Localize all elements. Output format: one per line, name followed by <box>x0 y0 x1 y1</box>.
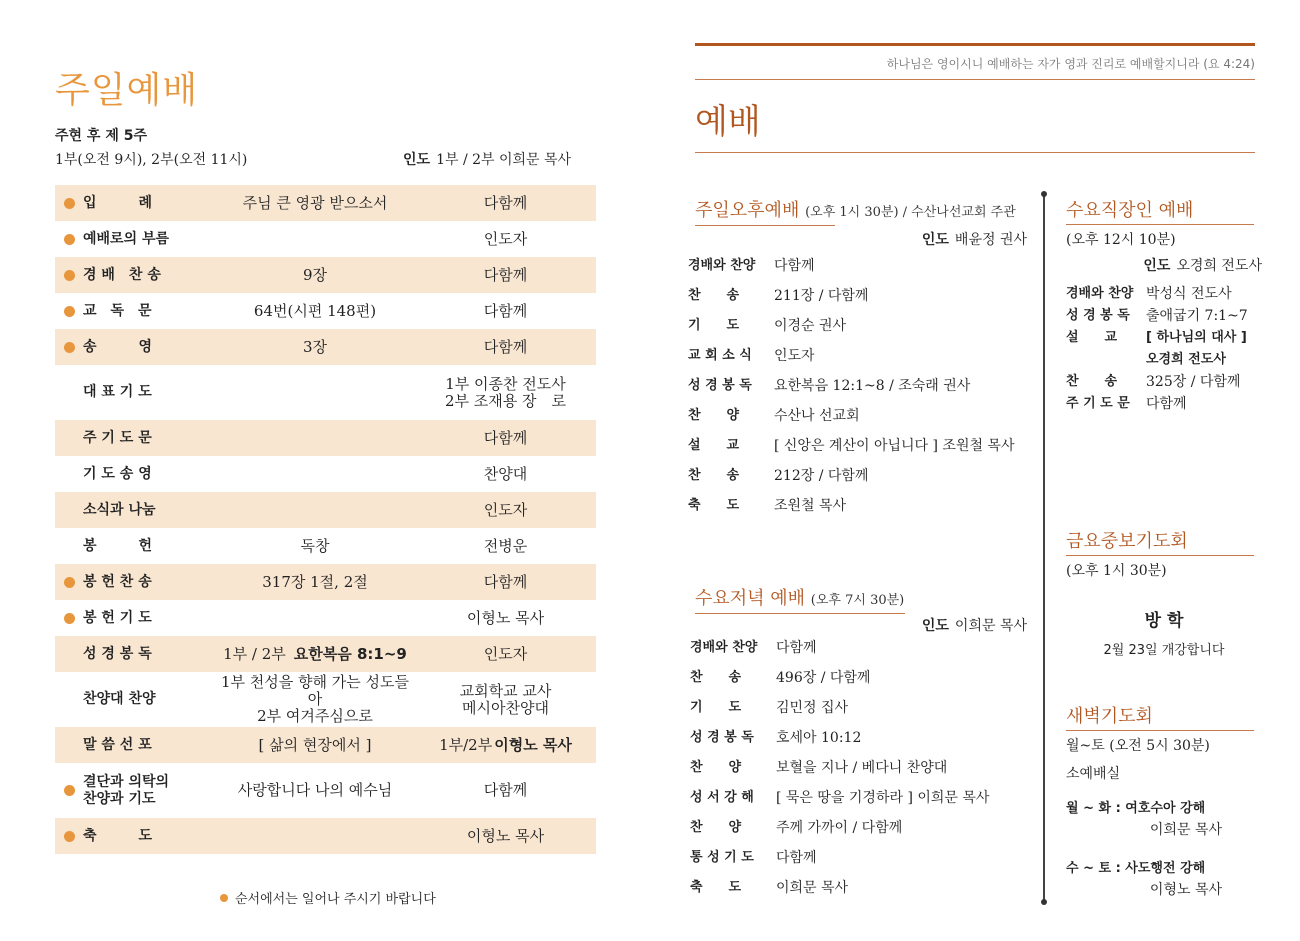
order-item-label: 찬 송 <box>690 670 742 685</box>
heading-rule <box>1066 224 1254 225</box>
order-item-value: 이경순 권사 <box>774 318 847 334</box>
content-text: [ 삶의 현장에서 ] <box>258 735 372 754</box>
sunday-afternoon-section <box>695 196 1027 249</box>
divider-dot-icon <box>1041 899 1047 905</box>
heading-rule <box>1066 730 1254 731</box>
order-item-label: 찬 양 <box>688 408 740 423</box>
order-item-content <box>215 574 415 591</box>
order-item-value: 다함께 <box>776 850 817 866</box>
wed-sat-lecture: 수 ~ 토 : 사도행전 강해 <box>1066 861 1206 876</box>
order-item-content <box>215 267 415 284</box>
order-item-person <box>415 430 596 447</box>
order-item <box>688 461 1033 491</box>
order-item-value: 496장 / 다함께 <box>776 670 871 686</box>
mon-tue-lecture: 월 ~ 화 : 여호수아 강해 <box>1066 801 1206 816</box>
order-item-person <box>415 610 596 627</box>
standing-dot-icon <box>64 831 75 842</box>
order-row <box>55 600 596 636</box>
leader-name: 배윤정 권사 <box>954 232 1027 248</box>
order-item-label: 찬 송 <box>688 468 740 483</box>
order-item <box>690 843 1035 873</box>
heading-time: (오후 12시 10분) <box>1066 232 1176 248</box>
order-item-person <box>415 782 596 799</box>
order-item <box>690 693 1035 723</box>
order-item-person <box>415 376 596 410</box>
wed-sat-speaker: 이형노 목사 <box>1149 882 1222 898</box>
section-title: 예배 <box>695 102 761 142</box>
wednesday-evening-section <box>695 584 1027 635</box>
order-item-value: 다함께 <box>1146 396 1187 412</box>
person-text: 인도자 <box>483 229 528 248</box>
order-item-value: 출애굽기 7:1~7 <box>1146 308 1248 324</box>
content-text: 주님 큰 영광 받으소서 <box>242 193 388 212</box>
order-item-person <box>415 231 596 248</box>
section-heading <box>695 584 1027 610</box>
dawn-place: 소예배실 <box>1066 766 1121 782</box>
person-text: 인도자 <box>483 500 528 519</box>
order-item-name: 봉 헌 <box>83 537 153 554</box>
order-row <box>55 727 596 763</box>
standing-dot-icon <box>64 270 75 281</box>
person-text: 찬양대 <box>483 464 528 483</box>
order-item <box>690 873 1035 903</box>
divider <box>695 79 1255 80</box>
order-item-value: 인도자 <box>774 348 815 364</box>
person-text: 1부 이종찬 전도사 2부 조재용 장 로 <box>444 374 567 410</box>
person-text: 이형노 목사 <box>466 608 545 627</box>
order-item-label: 찬 송 <box>688 288 740 303</box>
order-item-content <box>215 538 415 555</box>
heading-rule <box>695 225 835 226</box>
order-item-person <box>415 646 596 663</box>
order-item-label: 성 경 봉 독 <box>688 378 752 393</box>
order-item-label: 경배와 찬양 <box>690 640 758 655</box>
order-item-content <box>215 674 415 725</box>
wednesday-worker-order <box>1066 283 1262 415</box>
order-item <box>688 251 1033 281</box>
content-text: 1부 천성을 향해 가는 성도들아 2부 여겨주심으로 <box>220 673 409 725</box>
order-row <box>55 763 596 818</box>
leader-name: 이희문 목사 <box>954 618 1027 634</box>
order-item-value: 211장 / 다함께 <box>774 288 869 304</box>
order-item-label: 설 교 <box>1066 330 1118 345</box>
order-item-label: 교 회 소 식 <box>688 348 752 363</box>
order-item-person <box>415 574 596 591</box>
heading-time: (오후 7시 30분) <box>810 593 905 608</box>
heading-time: (오후 1시 30분) / 수산나선교회 주관 <box>805 205 1016 220</box>
order-item-name: 송 영 <box>83 338 153 355</box>
wednesday-evening-order <box>690 633 1035 903</box>
content-text: 64번(시편 148편) <box>253 301 377 320</box>
person-text: 다함께 <box>483 572 528 591</box>
top-rule <box>695 43 1255 46</box>
order-item <box>1066 327 1262 349</box>
content-text: 9장 <box>302 265 328 284</box>
sunday-afternoon-order <box>688 251 1033 521</box>
heading-rule <box>695 613 905 614</box>
order-row <box>55 420 596 456</box>
order-item-person <box>415 828 596 845</box>
heading-title: 금요중보기도회 <box>1066 531 1188 552</box>
order-item-label: 설 교 <box>688 438 740 453</box>
scripture-verse: 하나님은 영이시니 예배하는 자가 영과 진리로 예배할지니라 (요 4:24) <box>886 57 1255 71</box>
order-item-name: 봉 헌 찬 송 <box>83 573 152 590</box>
vacation-note: 2월 23일 개강합니다 <box>1103 643 1225 658</box>
order-item-value: 325장 / 다함께 <box>1146 374 1241 390</box>
order-item <box>688 281 1033 311</box>
order-row <box>55 257 596 293</box>
leader <box>695 615 1027 635</box>
order-item-label: 기 도 <box>688 318 740 333</box>
order-item <box>688 311 1033 341</box>
standing-dot-icon <box>64 234 75 245</box>
order-item-name: 소식과 나눔 <box>83 501 156 518</box>
order-item-content <box>215 339 415 356</box>
order-item-person <box>415 538 596 555</box>
order-item-person <box>415 195 596 212</box>
heading-title: 수요저녁 예배 <box>695 588 806 609</box>
order-item-content <box>215 737 415 754</box>
order-item-value: [ 하나님의 대사 ] <box>1146 330 1247 345</box>
order-item-label <box>1066 349 1142 371</box>
order-item <box>688 371 1033 401</box>
order-item-value: 주께 가까이 / 다함께 <box>776 820 903 836</box>
leader-label: 인도 <box>921 618 949 634</box>
person-text: 다함께 <box>483 337 528 356</box>
order-item-value: 212장 / 다함께 <box>774 468 869 484</box>
order-item-person <box>415 303 596 320</box>
order-item <box>688 491 1033 521</box>
order-item-name: 봉 헌 기 도 <box>83 609 152 626</box>
liturgical-week: 주현 후 제 5주 <box>55 128 147 144</box>
order-item-value: 오경희 전도사 <box>1146 352 1226 367</box>
heading-time: (오후 1시 30분) <box>1066 563 1167 579</box>
content-text: 1부 / 2부 <box>223 644 286 663</box>
order-item-name: 결단과 의탁의 찬양과 기도 <box>83 773 170 807</box>
order-of-worship <box>55 185 596 854</box>
heading-title: 수요직장인 예배 <box>1066 200 1194 221</box>
order-row <box>55 221 596 257</box>
order-item-label: 통 성 기 도 <box>690 850 754 865</box>
order-item-value: [ 묵은 땅을 기경하라 ] 이희문 목사 <box>776 790 990 806</box>
order-item-content <box>215 303 415 320</box>
order-item-value: 보혈을 지나 / 베다니 찬양대 <box>776 760 948 776</box>
order-item-value: [ 신앙은 계산이 아닙니다 ] 조원철 목사 <box>774 438 1015 454</box>
order-item-content <box>215 646 415 663</box>
order-item-name: 예배로의 부름 <box>83 230 170 247</box>
page-title: 주일예배 <box>55 70 199 111</box>
heading-rule <box>1066 555 1254 556</box>
heading-title: 주일오후예배 <box>695 200 800 221</box>
service-times: 1부(오전 9시), 2부(오전 11시) <box>55 152 248 168</box>
leader <box>1066 255 1262 275</box>
standing-dot-icon <box>64 577 75 588</box>
dawn-prayer-section <box>1066 702 1262 899</box>
order-item-name: 축 도 <box>83 827 153 844</box>
content-text: 3장 <box>302 337 328 356</box>
leader-label: 인도 <box>1143 258 1171 274</box>
bullet-dot-icon <box>220 894 228 902</box>
order-item <box>690 633 1035 663</box>
friday-prayer-section <box>1066 527 1262 658</box>
order-item-label: 축 도 <box>688 498 740 513</box>
order-item-name: 대 표 기 도 <box>83 384 152 400</box>
leader-name: 1부 / 2부 이희문 목사 <box>436 152 572 168</box>
standing-dot-icon <box>64 342 75 353</box>
order-item <box>688 401 1033 431</box>
person-text: 이형노 목사 <box>466 826 545 845</box>
order-item-label: 찬 송 <box>1066 374 1118 389</box>
person-text: 다함께 <box>483 193 528 212</box>
order-item-value: 김민정 집사 <box>776 700 849 716</box>
column-divider <box>1043 196 1045 904</box>
content-text: 사랑합니다 나의 예수님 <box>237 781 393 799</box>
order-item-person <box>415 267 596 284</box>
section-heading <box>695 196 1027 222</box>
standing-note <box>220 888 436 907</box>
order-row <box>55 818 596 854</box>
wednesday-worker-section <box>1066 196 1262 275</box>
order-item-name: 기 도 송 영 <box>83 465 152 482</box>
order-item-name: 성 경 봉 독 <box>83 645 152 662</box>
standing-dot-icon <box>64 785 75 796</box>
order-item-name: 주 기 도 문 <box>83 429 152 446</box>
order-item <box>690 663 1035 693</box>
order-row <box>55 365 596 420</box>
leader <box>695 229 1027 249</box>
mon-tue-speaker: 이희문 목사 <box>1149 822 1222 838</box>
order-item-value: 요한복음 12:1~8 / 조숙래 권사 <box>774 378 971 394</box>
person-text: 다함께 <box>483 781 528 799</box>
order-item-name: 경 배 찬 송 <box>83 266 161 283</box>
divider-dot-icon <box>1041 191 1047 197</box>
order-item-label: 찬 양 <box>690 760 742 775</box>
scripture-reference: 요한복음 8:1~9 <box>293 644 407 663</box>
order-item-label: 축 도 <box>690 880 742 895</box>
order-item-content <box>215 195 415 212</box>
order-item-value: 조원철 목사 <box>774 498 847 514</box>
person-text: 1부/2부 <box>439 735 493 754</box>
order-item-person <box>415 339 596 356</box>
order-row <box>55 293 596 329</box>
leader-label: 인도 <box>921 232 949 248</box>
person-text: 다함께 <box>483 428 528 447</box>
order-item-name: 찬양대 찬양 <box>83 691 156 707</box>
service-leader <box>403 149 571 169</box>
order-item-value: 호세아 10:12 <box>776 730 862 746</box>
person-text: 교회학교 교사 메시아찬양대 <box>459 681 552 717</box>
standing-dot-icon <box>64 198 75 209</box>
order-item-person <box>415 683 596 717</box>
order-item-person <box>415 502 596 519</box>
order-item <box>1066 349 1262 371</box>
order-item <box>1066 371 1262 393</box>
person-text: 다함께 <box>483 301 528 320</box>
order-item-label: 기 도 <box>690 700 742 715</box>
order-item <box>1066 305 1262 327</box>
order-row <box>55 528 596 564</box>
leader-name: 오경희 전도사 <box>1176 258 1262 274</box>
order-item <box>1066 283 1262 305</box>
content-text: 317장 1절, 2절 <box>262 572 368 591</box>
order-row <box>55 672 596 727</box>
order-row <box>55 636 596 672</box>
order-row <box>55 185 596 221</box>
order-row <box>55 492 596 528</box>
order-item-person <box>415 466 596 483</box>
standing-dot-icon <box>64 306 75 317</box>
heading-time: 월~토 (오전 5시 30분) <box>1066 738 1210 754</box>
vacation-title: 방 학 <box>1144 611 1184 631</box>
preacher-name: 이형노 목사 <box>494 735 572 754</box>
standing-dot-icon <box>64 613 75 624</box>
order-item-label: 성 경 봉 독 <box>1066 308 1130 323</box>
standing-note-text: 순서에서는 일어나 주시기 바랍니다 <box>235 892 436 907</box>
order-item-content <box>215 782 415 799</box>
divider <box>695 152 1255 153</box>
order-item <box>690 753 1035 783</box>
order-item <box>688 341 1033 371</box>
order-item-person <box>415 737 596 754</box>
order-item-value: 박성식 전도사 <box>1146 286 1232 302</box>
order-item-label: 성 경 봉 독 <box>690 730 754 745</box>
order-item-value: 이희문 목사 <box>776 880 849 896</box>
order-item <box>690 813 1035 843</box>
heading-title: 새벽기도회 <box>1066 706 1153 727</box>
order-item-label: 경배와 찬양 <box>688 258 756 273</box>
content-text: 독창 <box>300 536 330 555</box>
order-item-label: 경배와 찬양 <box>1066 286 1134 301</box>
order-item <box>1066 393 1262 415</box>
person-text: 전병운 <box>483 536 528 555</box>
order-item-name: 말 씀 선 포 <box>83 736 152 753</box>
order-item-value: 수산나 선교회 <box>774 408 860 424</box>
order-item <box>690 783 1035 813</box>
order-item <box>688 431 1033 461</box>
order-row <box>55 564 596 600</box>
order-row <box>55 329 596 365</box>
order-item-value: 다함께 <box>774 258 815 274</box>
order-item-value: 다함께 <box>776 640 817 656</box>
person-text: 다함께 <box>483 265 528 284</box>
order-item-label: 찬 양 <box>690 820 742 835</box>
leader-label: 인도 <box>403 152 431 168</box>
person-text: 인도자 <box>483 644 528 663</box>
order-row <box>55 456 596 492</box>
order-item-label: 주 기 도 문 <box>1066 396 1130 411</box>
order-item-label: 성 서 강 해 <box>690 790 754 805</box>
order-item <box>690 723 1035 753</box>
order-item-name: 교 독 문 <box>83 302 152 319</box>
order-item-name: 입 례 <box>83 194 153 211</box>
